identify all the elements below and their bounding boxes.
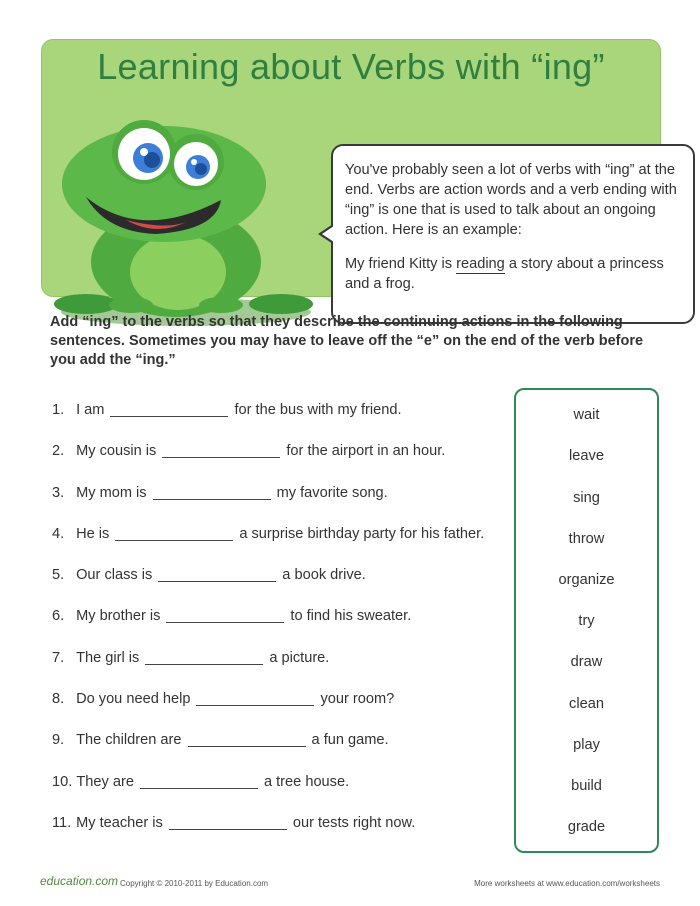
footer [40,872,660,896]
question-start: Do you need help [76,691,191,708]
question-number: 1. [52,402,65,418]
question-number: 2. [52,443,65,460]
question-item [52,650,512,691]
question-start: My brother is [76,608,161,625]
question-number: 10. [52,773,73,790]
answer-blank[interactable] [166,608,284,623]
question-list [52,402,512,856]
intro-paragraph: You've probably seen a lot of verbs with “ing” at the end. Verbs are action words and a verb ending with “ing” is one that is used to talk about an ongoing action. Here is an example: [345,162,677,238]
question-end: your room? [320,691,395,708]
question-start: I am [76,402,105,418]
copyright-text: Copyright © 2010-2011 by Education.com [120,879,269,888]
word-bank-item: grade [567,819,606,835]
word-bank [514,388,659,853]
answer-blank[interactable] [158,567,276,582]
question-end: a fun game. [311,732,389,749]
question-start: My mom is [76,484,147,501]
question-item [52,485,512,526]
header-panel [41,39,677,297]
frog-illustration [46,112,326,327]
question-item [52,526,512,567]
question-number: 9. [52,732,65,749]
question-item [52,608,512,649]
word-bank-item: leave [569,448,604,464]
answer-blank[interactable] [196,691,314,706]
word-bank-item: wait [573,407,600,423]
bubble-tail-inner [322,226,334,242]
more-worksheets-text: More worksheets at www.education.com/worksheets [474,879,660,888]
question-start: The children are [76,732,182,749]
example-underlined-word: reading [456,256,505,272]
answer-blank[interactable] [153,485,271,500]
question-item [52,774,512,815]
question-start: They are [76,773,134,790]
education-logo: education.com [40,874,119,888]
instructions: Add “ing” to the verbs so that they describe the continuing actions in the following sentences. Sometimes you may have to leave off the “e” on the end of the verb before you add the “ing.” [50,314,644,368]
example-before: My friend Kitty is [345,256,457,272]
question-item [52,815,512,856]
question-item [52,402,512,443]
question-end: my favorite song. [276,484,388,501]
question-start: The girl is [76,649,140,666]
word-bank-item: organize [558,572,615,588]
question-end: for the bus with my friend. [234,402,402,418]
question-item [52,567,512,608]
word-bank-item: sing [573,490,600,506]
question-item [52,443,512,484]
question-end: a book drive. [282,567,366,584]
question-end: a picture. [269,649,330,666]
question-number: 5. [52,567,65,584]
question-start: My cousin is [76,443,157,460]
question-number: 11. [52,814,72,831]
answer-blank[interactable] [145,650,263,665]
question-item [52,691,512,732]
word-bank-item: try [578,613,595,629]
example-sentence [345,254,681,294]
question-number: 7. [52,649,65,666]
question-number: 6. [52,608,65,625]
answer-blank[interactable] [162,443,280,458]
answer-blank[interactable] [188,732,306,747]
question-end: a surprise birthday party for his father. [239,525,485,542]
word-bank-item: clean [569,696,604,712]
question-number: 3. [52,484,65,501]
example-after: a story about a princess and a frog. [345,256,664,292]
question-start: Our class is [76,567,153,584]
speech-bubble [331,144,695,324]
word-bank-item: throw [568,531,605,547]
question-end: to find his sweater. [290,608,412,625]
answer-blank[interactable] [140,774,258,789]
question-number: 4. [52,525,65,542]
question-end: a tree house. [263,773,350,790]
answer-blank[interactable] [169,815,287,830]
question-start: My teacher is [76,814,163,831]
question-number: 8. [52,691,65,708]
word-bank-item: build [571,778,602,794]
answer-blank[interactable] [115,526,233,541]
question-item [52,732,512,773]
word-bank-item: draw [570,654,603,670]
question-end: our tests right now. [292,814,416,831]
answer-blank[interactable] [110,402,228,417]
question-start: He is [76,525,110,542]
word-bank-item: play [573,737,600,753]
worksheet-title: Learning about Verbs with “ing” [97,46,605,87]
question-end: for the airport in an hour. [286,443,446,460]
